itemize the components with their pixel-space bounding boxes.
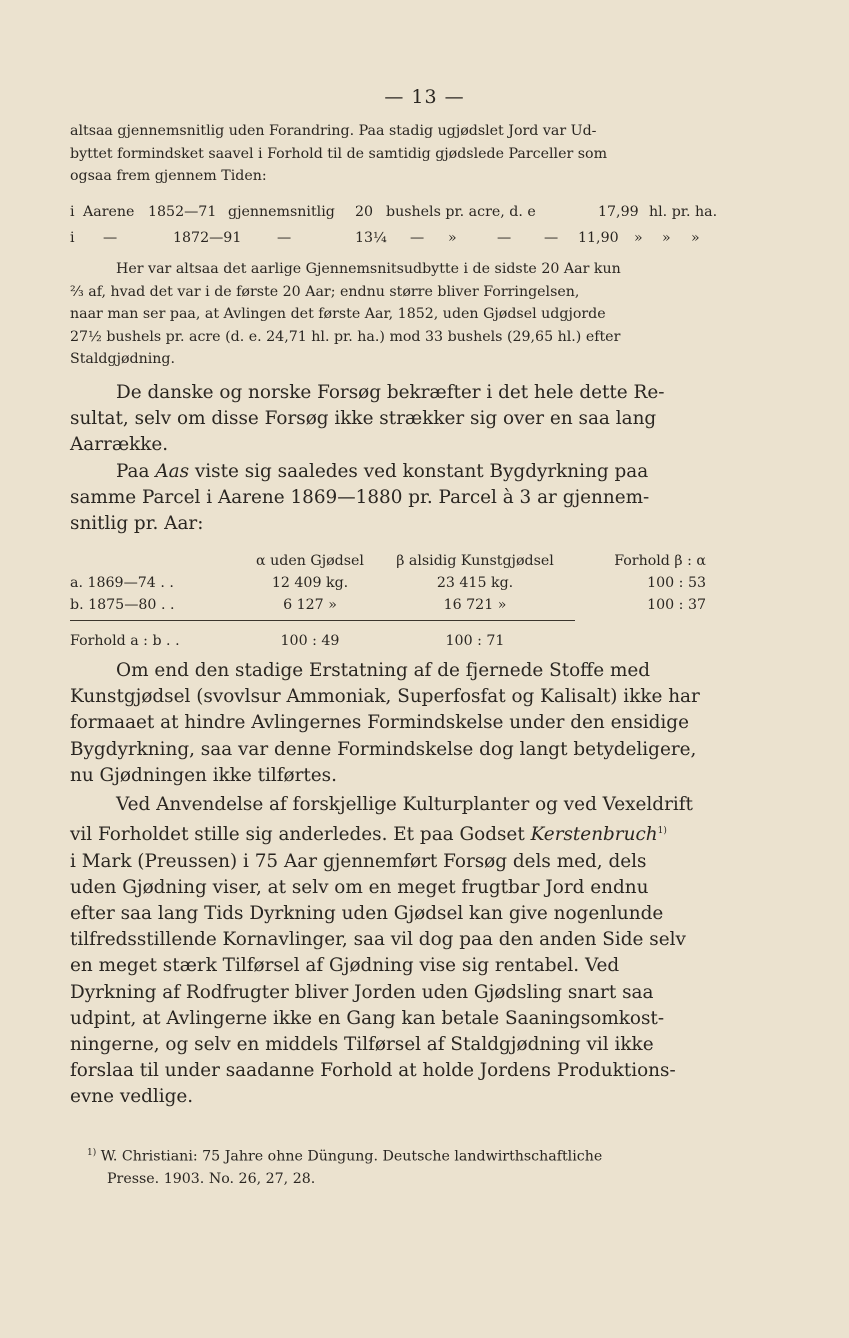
yield-value: 20 [355, 204, 374, 220]
footnote-mark: 1) [87, 1148, 97, 1158]
yield-cell: — [277, 230, 292, 246]
yield-hl: 17,99 [598, 204, 639, 220]
paragraph-intro [70, 120, 712, 188]
paragraph-aas [70, 459, 712, 538]
text-line: samme Parcel i Aarene 1869—1880 pr. Parcel à 3 ar gjennem- [70, 487, 650, 509]
yield-cell: — [497, 230, 512, 246]
table-header [70, 550, 240, 572]
text-line: en meget stærk Tilførsel af Gjødning vise sig rentabel. Ved [70, 955, 620, 977]
text-line: efter saa lang Tids Dyrkning uden Gjødsel kan give nogenlunde [70, 902, 664, 924]
text-line: i Mark (Preussen) i 75 Aar gjennemført Forsøg dels med, dels [70, 850, 647, 872]
text-span: Paa [116, 461, 156, 482]
table-cell: 23 415 kg. [436, 575, 514, 591]
text-line: ogsaa frem gjennem Tiden: [70, 168, 267, 184]
text-line: evne vedlige. [70, 1086, 194, 1108]
table-divider [70, 620, 575, 621]
yield-cell: — [103, 230, 118, 246]
text-line: De danske og norske Forsøg bekræfter i det hele dette Re- [116, 382, 665, 403]
text-line: forslaa til under saadanne Forhold at holde Jordens Produktions- [70, 1060, 676, 1082]
paragraph-fertilizer [70, 658, 712, 789]
text-line: Kunstgjødsel (svovlsur Ammoniak, Superfosfat og Kalisalt) ikke har [70, 686, 700, 708]
yield-cell: » [448, 230, 457, 246]
text-line: nu Gjødningen ikke tilførtes. [70, 764, 337, 786]
table-cell: 6 127 » [283, 597, 337, 613]
text-line: 27½ bushels pr. acre (d. e. 24,71 hl. pr. ha.) mod 33 bushels (29,65 hl.) efter [70, 328, 621, 345]
yield-unit: bushels pr. acre, d. e [386, 204, 536, 220]
text-span: vil Forholdet stille sig anderledes. Et paa Godset [70, 824, 531, 846]
text-line: altsaa gjennemsnitlig uden Forandring. Paa stadig ugjødslet Jord var Ud- [70, 123, 597, 139]
table-cell [570, 616, 712, 652]
text-line: uden Gjødning viser, at selv om en meget frugtbar Jord endnu [70, 876, 649, 898]
text-line [70, 818, 712, 848]
yield-hl: 11,90 [578, 230, 619, 246]
yield-cell: gjennemsnitlig [228, 204, 335, 220]
yield-cell: » [634, 230, 643, 246]
table-cell: 100 : 37 [647, 597, 706, 613]
page-number: — 13 — [384, 86, 465, 108]
yield-years: 1872—91 [173, 230, 242, 246]
table-cell: 12 409 kg. [271, 575, 349, 591]
table-header-row [70, 550, 712, 572]
yield-unit: hl. pr. ha. [649, 204, 718, 220]
paragraph-experiments [70, 380, 712, 459]
text-line: Her var altsaa det aarlige Gjennemsnitsudbytte i de sidste 20 Aar kun [116, 261, 621, 277]
table-header: Forhold β : α [614, 553, 706, 569]
text-line: byttet formindsket saavel i Forhold til de samtidig gjødslede Parceller som [70, 145, 608, 162]
text-line: Dyrkning af Rodfrugter bliver Jorden uden Gjødsling snart saa [70, 981, 654, 1003]
results-table [70, 550, 712, 652]
estate-name: Kerstenbruch [530, 824, 658, 846]
table-row [70, 572, 712, 594]
text-span: viste sig saaledes ved konstant Bygdyrkning paa [189, 461, 649, 482]
text-line: Staldgjødning. [70, 351, 176, 367]
yield-cell: — [544, 230, 559, 246]
yield-cell: » [691, 230, 700, 246]
table-footer-row [70, 616, 712, 652]
text-line: ningerne, og selv en middels Tilførsel af Staldgjødning vil ikke [70, 1033, 654, 1055]
yield-cell: Aarene [83, 204, 135, 220]
text-line [70, 459, 712, 485]
text-line: Bygdyrkning, saa var denne Formindskelse dog langt betydeligere, [70, 738, 697, 760]
text-span: W. Christiani: 75 Jahre ohne Düngung. Deutsche landwirthschaftliche [100, 1148, 603, 1165]
yield-cell: i [70, 204, 75, 220]
paragraph-rotation [70, 792, 712, 1111]
text-line: tilfredsstillende Kornavlinger, saa vil dog paa den anden Side selv [70, 929, 686, 951]
text-line: udpint, at Avlingerne ikke en Gang kan betale Saaningsomkost- [70, 1007, 665, 1029]
text-line [87, 1142, 717, 1168]
text-line: Presse. 1903. No. 26, 27, 28. [107, 1170, 316, 1187]
footnote-reference: 1) [657, 826, 667, 837]
yield-cell: » [662, 230, 671, 246]
yield-value: 13¼ [355, 230, 387, 246]
paragraph-comparison [70, 258, 712, 371]
footnote [87, 1142, 717, 1190]
table-cell: a. 1869—74 . . [70, 575, 174, 591]
text-line: Om end den stadige Erstatning af de fjernede Stoffe med [116, 660, 651, 681]
text-line: naar man ser paa, at Avlingen det første Aar, 1852, uden Gjødsel udgjorde [70, 306, 606, 322]
table-cell: 100 : 71 [445, 633, 505, 649]
text-line: ⅔ af, hvad det var i de første 20 Aar; endnu større bliver Forringelsen, [70, 283, 580, 300]
table-cell: 100 : 49 [280, 633, 340, 649]
yield-cell: — [410, 230, 425, 246]
table-cell: b. 1875—80 . . [70, 597, 175, 613]
yield-years: 1852—71 [148, 204, 217, 220]
table-row [70, 594, 712, 616]
text-line: Aarrække. [70, 434, 169, 456]
table-cell: 100 : 53 [647, 575, 706, 591]
yield-cell: i [70, 230, 75, 246]
table-cell: 16 721 » [443, 597, 507, 613]
table-header: α uden Gjødsel [256, 553, 364, 569]
text-line: sultat, selv om disse Forsøg ikke strækker sig over en saa lang [70, 408, 657, 430]
text-line: snitlig pr. Aar: [70, 513, 204, 535]
text-line: formaaet at hindre Avlingernes Formindskelse under den ensidige [70, 712, 689, 734]
place-name: Aas [155, 461, 190, 482]
text-line: Ved Anvendelse af forskjellige Kulturplanter og ved Vexeldrift [116, 794, 693, 815]
table-cell: Forhold a : b . . [70, 633, 180, 649]
table-header: β alsidig Kunstgjødsel [396, 553, 554, 569]
